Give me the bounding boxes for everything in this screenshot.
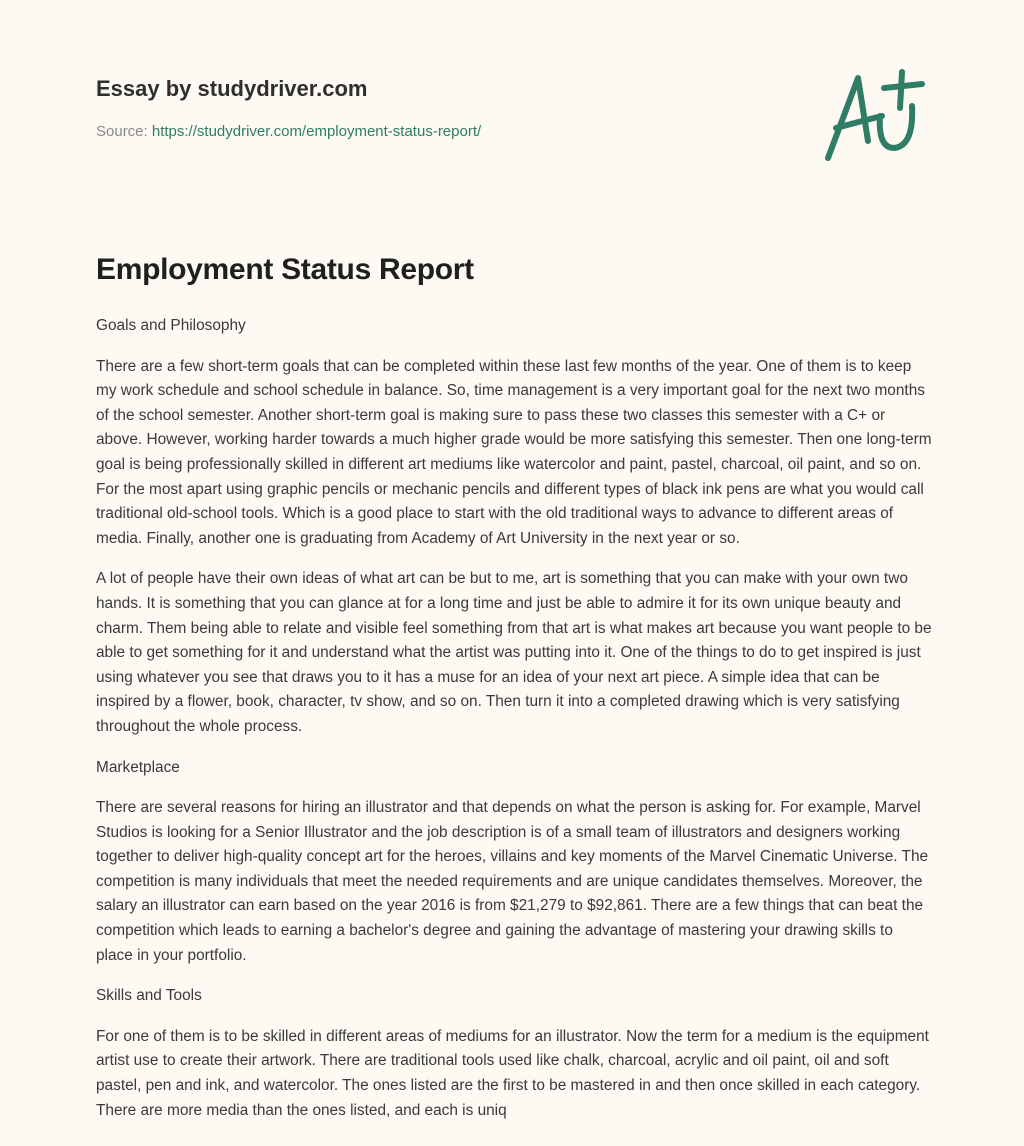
- page-title: Employment Status Report: [96, 253, 474, 286]
- paragraph: For one of them is to be skilled in different areas of mediums for an illustrator. Now the term for a medium is the equipment artist use to create their artwork. There are traditional tools used like chalk, charcoal, acrylic and oil paint, oil and soft pastel, pen and ink, and watercolor. The ones listed are the first to be mastered in and then once skilled in each category. There are more media than the ones listed, and each is uniq: [96, 1027, 929, 1119]
- paragraph: A lot of people have their own ideas of what art can be but to me, art is something that you can make with your own two hands. It is something that you can glance at for a long time and just be able to admire it for its own unique beauty and charm. Them being able to relate and visible feel something from that art is what makes art because you want people to be able to get something for it and understand what the artist was putting into it. One of the things to do to get inspired is just using whatever you see that draws you to it has a muse for an idea of your next art piece. A simple idea that can be inspired by a flower, book, character, tv show, and so on. Then turn it into a completed drawing which is very satisfying throughout the whole process.: [96, 570, 932, 735]
- source-link[interactable]: https://studydriver.com/employment-status-report/: [151, 123, 482, 140]
- paragraph: There are a few short-term goals that can be completed within these last few months of the year. One of them is to keep my work schedule and school schedule in balance. So, time management is a very important goal for the next two months of the school semester. Another short-term goal is making sure to pass these two classes this semester with a C+ or above. However, working harder towards a much higher grade would be more satisfying this semester. Then one long-term goal is being professionally skilled in different art mediums like watercolor and paint, pastel, charcoal, oil paint, and so on. For the most apart using graphic pencils or mechanic pencils and different types of black ink pens are what you would call traditional old-school tools. Which is a good place to start with the old traditional ways to advance to different areas of media. Finally, another one is graduating from Academy of Art University in the next year or so.: [96, 357, 932, 547]
- source-line: [96, 123, 481, 140]
- section-heading: Goals and Philosophy: [96, 317, 246, 334]
- header: [0, 0, 1024, 200]
- essay-body: [96, 314, 932, 1139]
- section-heading: Marketplace: [96, 758, 180, 776]
- source-label: Source:: [96, 123, 148, 140]
- section-heading: Skills and Tools: [96, 987, 202, 1005]
- brand-title: Essay by studydriver.com: [96, 76, 368, 101]
- paragraph: There are several reasons for hiring an illustrator and that depends on what the person is asking for. For example, Marvel Studios is looking for a Senior Illustrator and the job description is of a small team of illustrators and designers working together to deliver high-quality concept art for the heroes, villains and key moments of the Marvel Cinematic Universe. The competition is many individuals that meet the needed requirements and are unique candidates themselves. Moreover, the salary an illustrator can earn based on the year 2016 is from $21,279 to $92,861. There are a few things that can beat the competition which leads to earning a bachelor's degree and gaining the advantage of mastering your drawing skills to place in your portfolio.: [96, 799, 929, 964]
- a-plus-logo-icon: [818, 66, 930, 166]
